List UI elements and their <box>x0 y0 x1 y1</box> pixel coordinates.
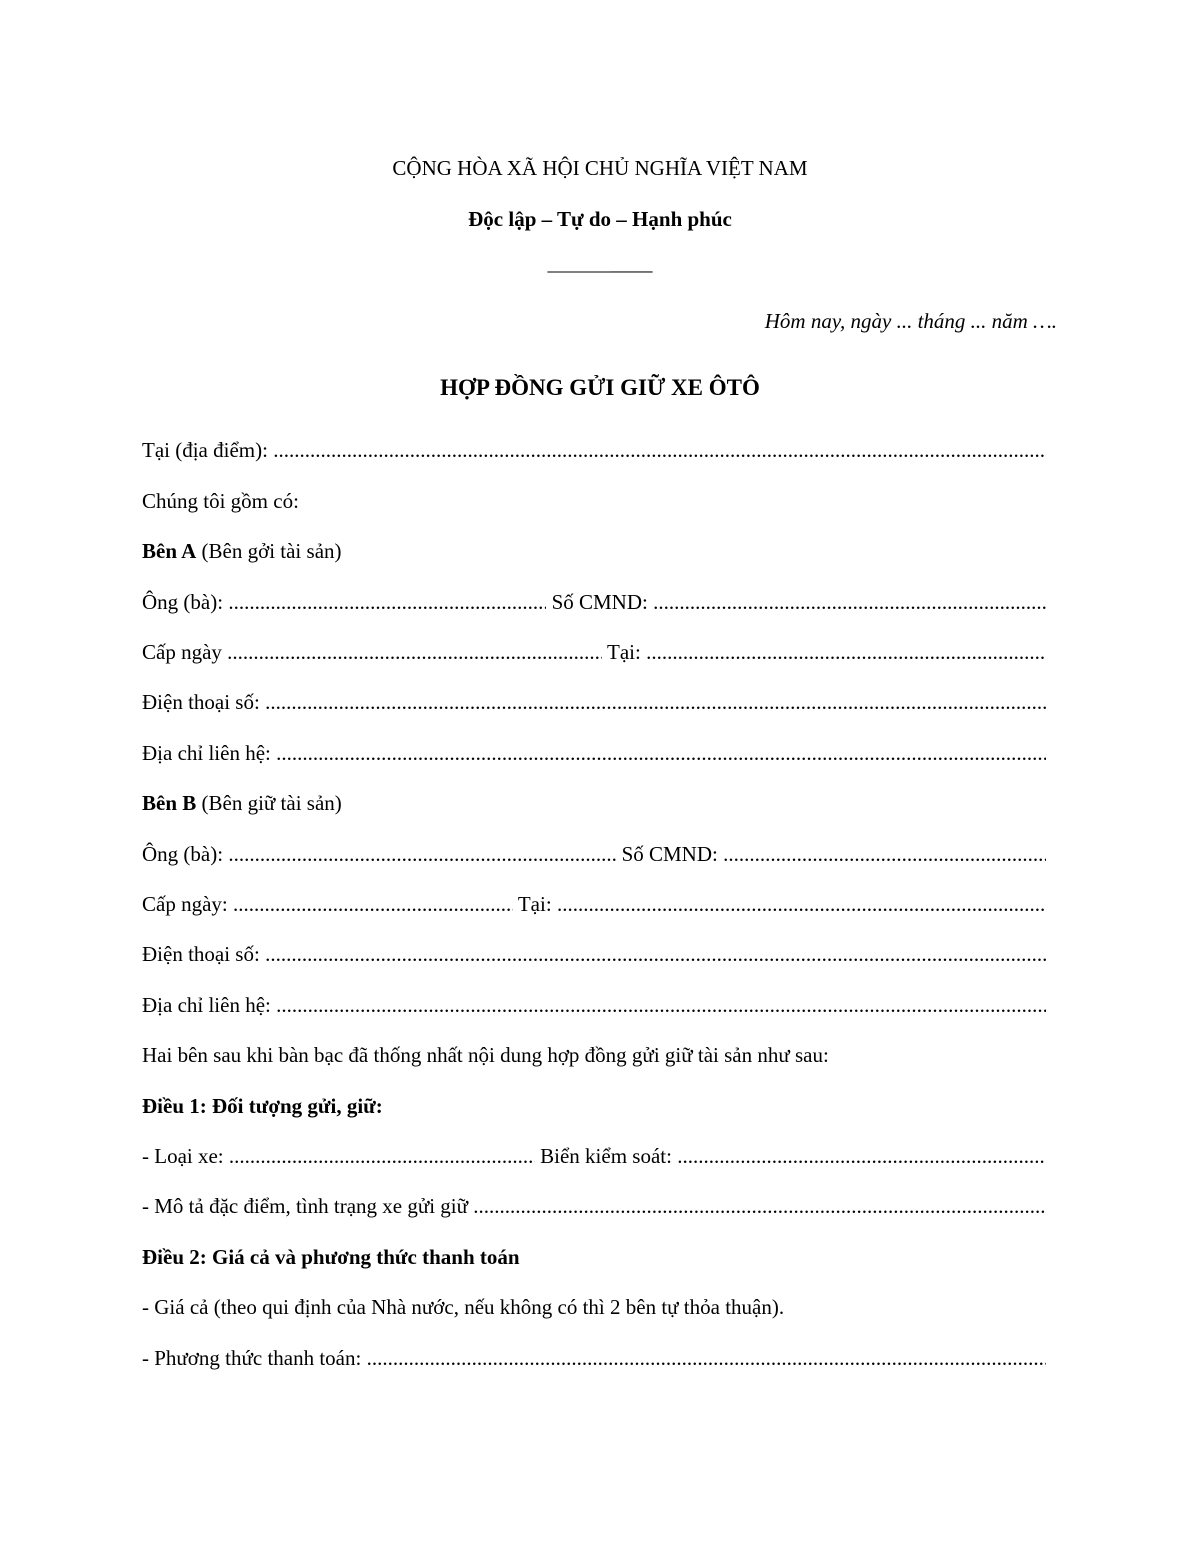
payment-field[interactable] <box>367 1344 1046 1372</box>
vehicle-type-label: - Loại xe: <box>142 1144 229 1168</box>
party-a-issue-place-field[interactable] <box>646 638 1046 666</box>
location-label: Tại (địa điểm): <box>142 438 274 462</box>
intro-line: Chúng tôi gồm có: <box>142 489 299 513</box>
plate-field[interactable] <box>677 1142 1046 1170</box>
party-a-name-field[interactable] <box>228 588 546 616</box>
party-a-note: (Bên gởi tài sản) <box>196 539 342 563</box>
party-b-issue-line <box>142 890 1046 918</box>
party-a-issue-place-label: Tại: <box>602 640 647 664</box>
party-b-heading <box>142 789 1046 817</box>
header-rule: ———–––– <box>547 258 653 282</box>
description-label: - Mô tả đặc điểm, tình trạng xe gửi giữ <box>142 1194 474 1218</box>
national-title: CỘNG HÒA XÃ HỘI CHỦ NGHĨA VIỆT NAM <box>392 156 808 180</box>
party-b-issue-date-label: Cấp ngày: <box>142 892 233 916</box>
date-line: Hôm nay, ngày ... tháng ... năm …. <box>764 309 1057 333</box>
party-a-phone-field[interactable] <box>265 688 1046 716</box>
party-b-name-field[interactable] <box>228 840 616 868</box>
party-a-phone-label: Điện thoại số: <box>142 690 266 714</box>
party-b-address-line <box>142 991 1046 1019</box>
description-field[interactable] <box>473 1192 1046 1220</box>
vehicle-type-field[interactable] <box>229 1142 535 1170</box>
payment-line <box>142 1344 1046 1372</box>
party-b-label: Bên B <box>142 791 197 815</box>
party-a-address-line <box>142 739 1046 767</box>
party-a-label: Bên A <box>142 539 197 563</box>
party-b-issue-place-label: Tại: <box>512 892 557 916</box>
location-field[interactable] <box>273 436 1046 464</box>
description-line <box>142 1192 1046 1220</box>
plate-label: Biển kiểm soát: <box>534 1144 678 1168</box>
contract-title: HỢP ĐỒNG GỬI GIỮ XE ÔTÔ <box>440 375 760 400</box>
article-2-heading: Điều 2: Giá cả và phương thức thanh toán <box>142 1245 520 1269</box>
party-a-heading <box>142 537 1046 565</box>
payment-label: - Phương thức thanh toán: <box>142 1346 367 1370</box>
price-line: - Giá cả (theo qui định của Nhà nước, nếu không có thì 2 bên tự thỏa thuận). <box>142 1295 785 1319</box>
party-b-issue-place-field[interactable] <box>557 890 1046 918</box>
agreement-line: Hai bên sau khi bàn bạc đã thống nhất nội dung hợp đồng gửi giữ tài sản như sau: <box>142 1043 829 1067</box>
party-a-address-label: Địa chỉ liên hệ: <box>142 741 277 765</box>
article-1-heading: Điều 1: Đối tượng gửi, giữ: <box>142 1094 383 1118</box>
party-a-issue-date-label: Cấp ngày <box>142 640 228 664</box>
party-a-name-label: Ông (bà): <box>142 590 229 614</box>
party-a-address-field[interactable] <box>276 739 1046 767</box>
party-b-phone-line <box>142 940 1046 968</box>
party-b-phone-field[interactable] <box>265 940 1046 968</box>
party-b-note: (Bên giữ tài sản) <box>196 791 342 815</box>
party-b-issue-date-field[interactable] <box>233 890 513 918</box>
party-a-id-label: Số CMND: <box>546 590 654 614</box>
party-b-address-field[interactable] <box>276 991 1046 1019</box>
party-b-name-label: Ông (bà): <box>142 842 229 866</box>
party-a-issue-date-field[interactable] <box>227 638 602 666</box>
vehicle-line <box>142 1142 1046 1170</box>
location-line <box>142 436 1046 464</box>
party-b-id-field[interactable] <box>723 840 1046 868</box>
national-motto: Độc lập – Tự do – Hạnh phúc <box>468 207 732 231</box>
party-a-phone-line <box>142 688 1046 716</box>
party-b-id-label: Số CMND: <box>616 842 724 866</box>
party-a-name-line <box>142 588 1046 616</box>
party-a-id-field[interactable] <box>653 588 1046 616</box>
party-a-issue-line <box>142 638 1046 666</box>
party-b-phone-label: Điện thoại số: <box>142 942 266 966</box>
party-b-name-line <box>142 840 1046 868</box>
party-b-address-label: Địa chỉ liên hệ: <box>142 993 277 1017</box>
